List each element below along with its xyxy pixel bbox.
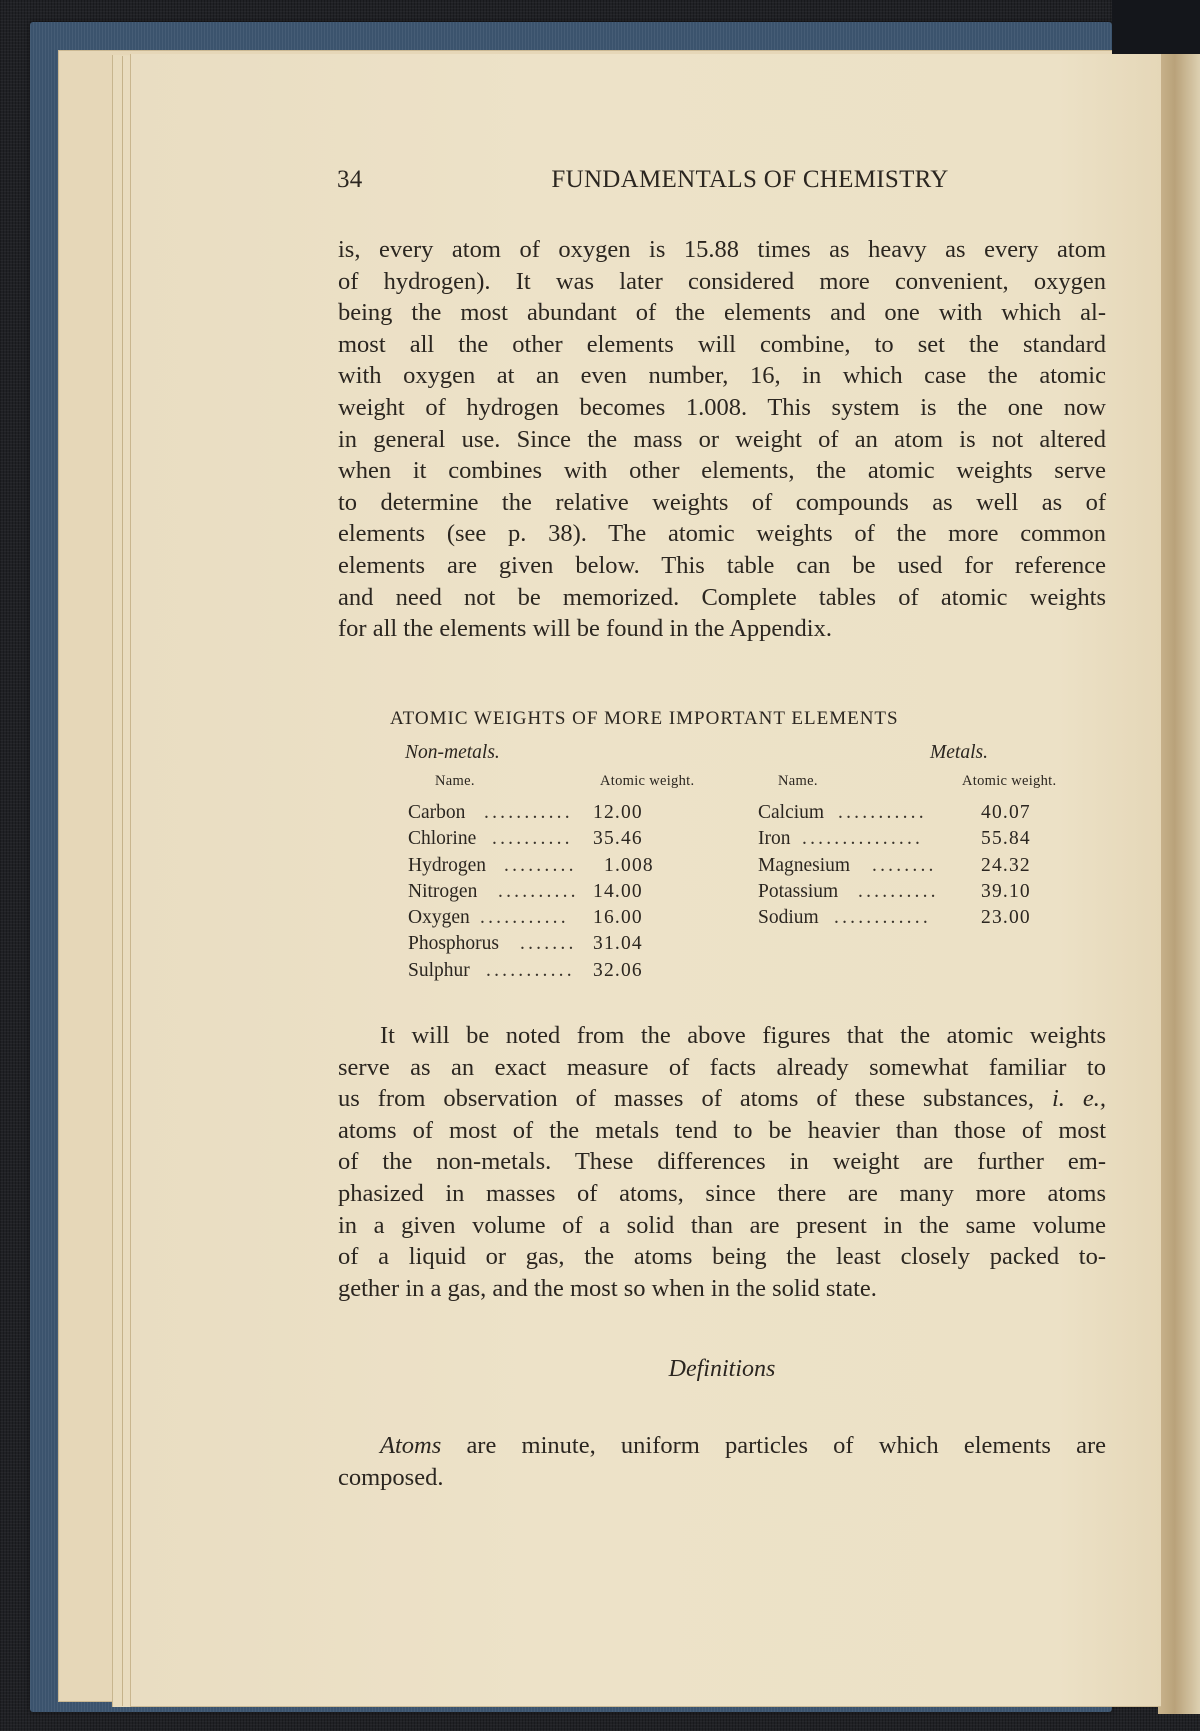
element-name: Magnesium: [758, 854, 851, 876]
text-line: weight of hydrogen becomes 1.008. This system is the one now: [338, 393, 1106, 421]
text-line: elements (see p. 38). The atomic weights of the more common: [338, 520, 1106, 548]
leader-dots: ...........: [486, 959, 575, 981]
nonmetals-col-weight: Atomic weight.: [600, 773, 695, 789]
leader-dots: ..........: [858, 880, 939, 902]
element-name: Sodium: [758, 907, 819, 929]
atomic-weight: 32.06: [593, 959, 643, 981]
text-line: It will be noted from the above figures that the atomic weights: [380, 1022, 1106, 1049]
table-row: [408, 905, 688, 931]
atomic-weight: 55.84: [981, 828, 1031, 850]
table-title: ATOMIC WEIGHTS OF MORE IMPORTANT ELEMENTS: [390, 708, 899, 729]
text-line: is, every atom of oxygen is 15.88 times as heavy as every atom: [338, 236, 1106, 263]
leader-dots: .......: [520, 933, 577, 955]
text-line: elements are given below. This table can be used for reference: [338, 551, 1106, 579]
table-row: [408, 853, 688, 879]
text-segment: are minute, uniform particles of which elements are: [466, 1432, 1106, 1459]
atomic-weight: 12.00: [593, 802, 643, 823]
table-row: [758, 879, 1058, 905]
running-title: FUNDAMENTALS OF CHEMISTRY: [551, 166, 949, 193]
atomic-weight: 14.00: [593, 880, 643, 902]
text-line: most all the other elements will combine, to set the standard: [338, 330, 1106, 358]
text-line: phasized in masses of atoms, since there are many more atoms: [338, 1179, 1106, 1207]
atomic-weight: 31.04: [593, 933, 643, 955]
defined-term: Atoms: [380, 1432, 442, 1459]
table-row: [408, 931, 688, 957]
text-line: of hydrogen). It was later considered more convenient, oxygen: [338, 267, 1106, 295]
text-line: for all the elements will be found in the Appendix.: [338, 615, 832, 643]
nonmetals-table: [408, 800, 688, 984]
element-name: Potassium: [758, 880, 839, 902]
atomic-weight: 1.008: [604, 854, 654, 876]
element-name: Oxygen: [408, 907, 470, 929]
metals-col-weight: Atomic weight.: [962, 773, 1057, 789]
text-line: in general use. Since the mass or weight of an atom is not altered: [338, 425, 1106, 453]
text-line: composed.: [338, 1463, 444, 1491]
section-heading-definitions: Definitions: [668, 1356, 776, 1382]
text-line: gether in a gas, and the most so when in the solid state.: [338, 1274, 877, 1302]
page-number: 34: [337, 166, 363, 193]
text-line: of the non-metals. These differences in weight are further em-: [338, 1148, 1106, 1176]
table-row: [758, 905, 1058, 931]
atomic-weight: 35.46: [593, 828, 643, 850]
text-line: [338, 1430, 1106, 1462]
atomic-weight: 39.10: [981, 880, 1031, 902]
atomic-weight: 40.07: [981, 802, 1031, 823]
book-gutter: [1158, 54, 1200, 1714]
text-line: being the most abundant of the elements and one with which al-: [338, 299, 1106, 327]
leader-dots: ..........: [498, 880, 579, 902]
element-name: Nitrogen: [408, 880, 478, 902]
element-name: Hydrogen: [408, 854, 486, 876]
text-segment: us from observation of masses of atoms of these substances,: [338, 1085, 1034, 1113]
leader-dots: ...........: [480, 907, 569, 929]
paragraph-observation: [338, 1020, 1106, 1304]
text-line: when it combines with other elements, the atomic weights serve: [338, 457, 1106, 485]
element-name: Iron: [758, 828, 791, 850]
metals-col-name: Name.: [778, 773, 818, 789]
text-line: in a given volume of a solid than are present in the same volume: [338, 1211, 1106, 1239]
atomic-weight: 23.00: [981, 907, 1031, 929]
table-row: [408, 879, 688, 905]
element-name: Sulphur: [408, 959, 470, 981]
text-line: of a liquid or gas, the atoms being the least closely packed to-: [338, 1243, 1106, 1271]
table-row: [408, 826, 688, 852]
element-name: Chlorine: [408, 828, 477, 850]
leader-dots: ...........: [484, 802, 573, 823]
italic-abbreviation: i. e.,: [1051, 1085, 1106, 1113]
leader-dots: .........: [504, 854, 577, 876]
leader-dots: ............: [834, 907, 931, 929]
metals-heading: Metals.: [930, 742, 988, 763]
atomic-weight: 24.32: [981, 854, 1031, 876]
table-row: [758, 853, 1058, 879]
text-line: [338, 1083, 1106, 1115]
text-line: serve as an exact measure of facts already somewhat familiar to: [338, 1053, 1106, 1081]
paragraph-intro: [338, 234, 1106, 645]
table-row: [408, 800, 688, 826]
text-line: with oxygen at an even number, 16, in which case the atomic: [338, 362, 1106, 390]
table-row: [758, 826, 1058, 852]
metals-table: [758, 800, 1058, 931]
atomic-weight: 16.00: [593, 907, 643, 929]
text-line: atoms of most of the metals tend to be heavier than those of most: [338, 1116, 1106, 1144]
table-row: [758, 800, 1058, 826]
text-line: and need not be memorized. Complete tables of atomic weights: [338, 583, 1106, 611]
leader-dots: ..........: [492, 828, 573, 850]
element-name: Calcium: [758, 802, 825, 823]
element-name: Phosphorus: [408, 933, 500, 955]
nonmetals-heading: Non-metals.: [405, 742, 500, 763]
nonmetals-col-name: Name.: [435, 773, 475, 789]
table-row: [408, 958, 688, 984]
leader-dots: ...............: [802, 828, 924, 850]
running-head: [325, 166, 1105, 202]
background-corner: [1112, 0, 1200, 54]
leader-dots: ........: [872, 854, 937, 876]
paragraph-definition-atoms: [338, 1430, 1106, 1493]
text-line: to determine the relative weights of compounds as well as of: [338, 488, 1106, 516]
element-name: Carbon: [408, 802, 466, 823]
leader-dots: ...........: [838, 802, 927, 823]
